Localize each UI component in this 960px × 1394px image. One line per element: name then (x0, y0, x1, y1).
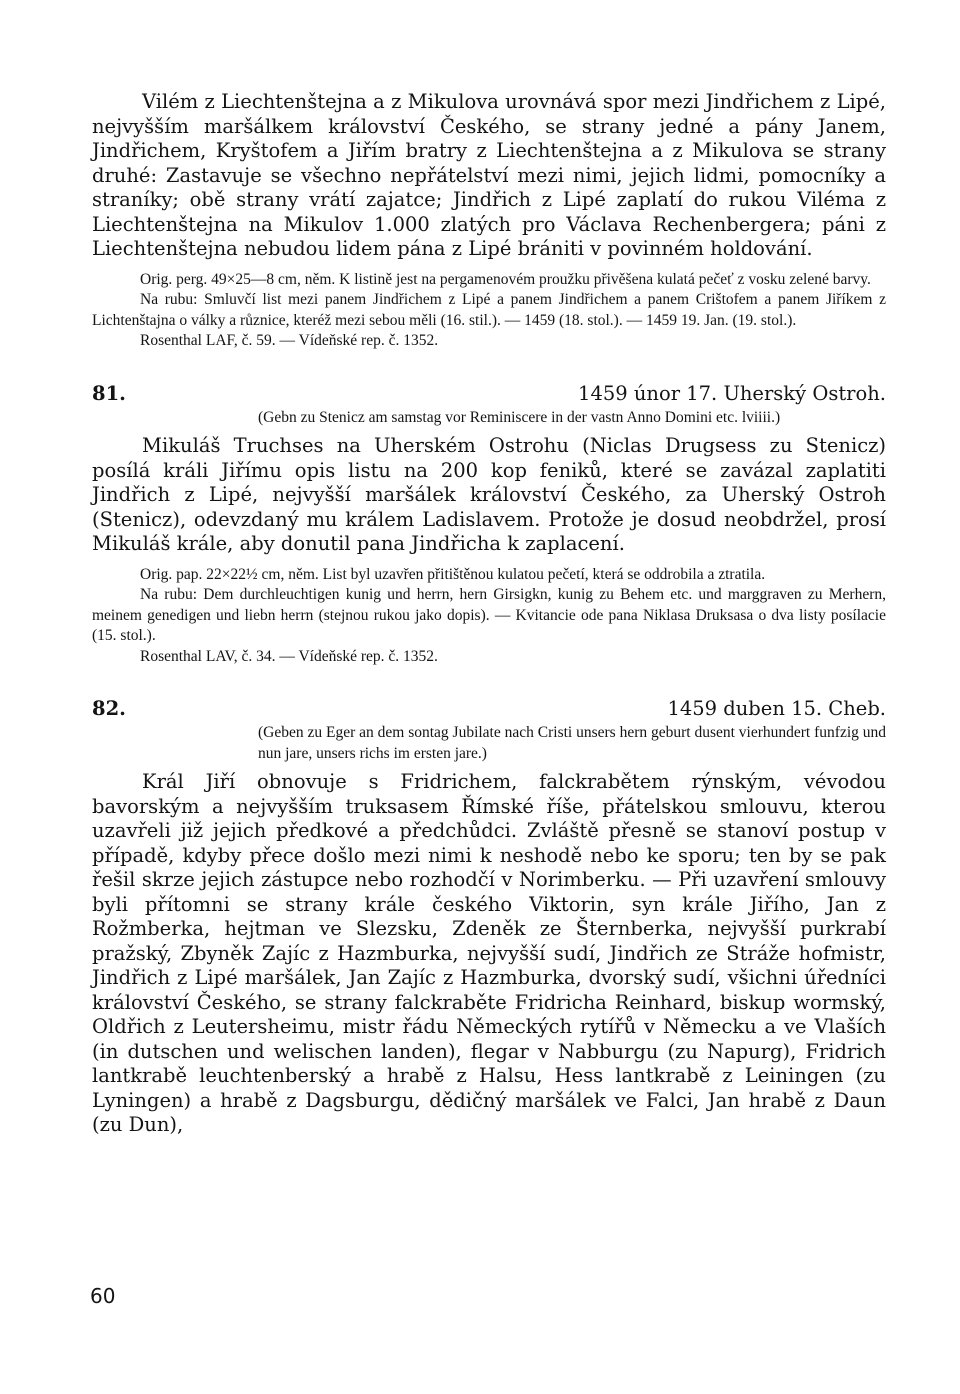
entry-80-original-description: Orig. perg. 49×25—8 cm, něm. K listině jest na pergamenovém proužku přivěšena kulatá pečeť z vosku zelené barvy. (140, 270, 871, 288)
entry-81-date-place: 1459 únor 17. Uherský Ostroh. (578, 381, 886, 405)
entry-82-heading (92, 697, 886, 721)
document-page (92, 90, 886, 1138)
entry-81-original-description: Orig. pap. 22×22½ cm, něm. List byl uzavřen přitištěnou kulatou pečetí, která se oddrobila a ztratila. (140, 565, 766, 583)
entry-82-regest: Král Jiří obnovuje s Fridrichem, falckrabětem rýnským, vévodou bavorským a nejvyšším truksasem Římské říše, přátelskou smlouvu, kterou uzavřeli již jejich předkové a předchůdci. Zvláště přesně se stanoví postup v případě, kdyby přece došlo mezi nimi k neshodě nebo ke sporu; ten by se pak řešil skrze jejich zástupce nebo rozhodčí v Norimberku. — Při uzavření smlouvy byli přítomni se strany krále českého Viktorin, syn krále Jiřího, Jan z Rožmberka, hejtman ve Slezsku, Zdeněk ze Šternberka, nejvyšší purkrabí pražský, Zbyněk Zajíc z Hazmburka, nejvyšší sudí, Jindřich ze Stráže hofmistr, Jindřich z Lipé maršálek, Jan Zajíc z Hazmburka, dvorský sudí, všichni úředníci království Českého, se strany falckraběte Fridricha Reinhard, biskup wormský, Oldřich z Leutersheimu, mistr řádu Německých rytířů v Německu a ve Vlaších (in dutschen und welischen landen), flegar v Nabburgu (zu Napurg), Fridrich lantkrabě leuchtenberský a hrabě z Halsu, Hess lantkrabě z Leiningen (zu Lyningen) a hrabě z Dagsburgu, dědičný maršálek ve Falci, Jan hrabě z Daun (zu Dun), (92, 770, 886, 1136)
entry-80-dorse-note: Na rubu: Smluvčí list mezi panem Jindřichem z Lipé a panem Jindřichem a panem Crištofem a panem Jiříkem z Lichtenštajna o války a různice, kteréž mezi sebou měli (16. stil.). — 1459 (18. stol.). — 1459 19. Jan. (19. stol.). (92, 291, 886, 329)
entry-82-number: 82. (92, 697, 126, 720)
entry-80-regest: Vilém z Liechtenštejna a z Mikulova urovnává spor mezi Jindřichem z Lipé, nejvyšším maršálkem království Českého, se strany jedné a pány Janem, Jindřichem, Kryštofem a Jiřím bratry z Liechtenštejna a z Mikulova se strany druhé: Zastavuje se všechno nepřátelství mezi nimi, jejich lidmi, pomocníky a straníky; obě strany vrátí zajatce; Jindřich z Lipé zaplatí do rukou Viléma z Liechtenštejna na Mikulov 1.000 zlatých pro Václava Rechenbergera; páni z Liechtenštejna nebudou lidem pána z Lipé brániti v povinném holdování. (92, 90, 886, 260)
entry-81-heading (92, 382, 886, 406)
entry-80 (92, 90, 886, 352)
entry-81-dorse-note: Na rubu: Dem durchleuchtigen kunig und herrn, hern Girsigkn, kunig zu Behem etc. und marggraven zu Merhern, meinem genedigen und liebn herrn (stejnou rukou jako dopis). — Kvitancie ode pana Niklasa Druksasa o dva listy posílacie (15. stol.). (92, 586, 886, 644)
entry-81-references: Rosenthal LAV, č. 34. — Vídeňské rep. č. 1352. (140, 647, 438, 665)
entry-81-dating-quote: (Gebn zu Stenicz am samstag vor Reminiscere in der vastn Anno Domini etc. lviiii.) (258, 408, 781, 426)
entry-82 (92, 697, 886, 1138)
entry-82-date-place: 1459 duben 15. Cheb. (667, 697, 886, 720)
entry-81-regest: Mikuláš Truchses na Uherském Ostrohu (Niclas Drugsess zu Stenicz) posílá králi Jiřímu opis listu na 200 kop feniků, které se zavázal zaplatiti Jindřich z Lipé, nejvyšší maršálek království Českého, za Uherský Ostroh (Stenicz), odevzdaný mu králem Ladislavem. Protože je dosud neobdržel, prosí Mikuláš krále, aby donutil pana Jindřicha k zaplacení. (92, 434, 886, 555)
entry-82-dating-quote: (Geben zu Eger an dem sontag Jubilate nach Cristi unsers hern geburt dusent vierhundert funfzig und nun jare, unsers richs im ersten jare.) (258, 724, 886, 762)
entry-80-references: Rosenthal LAF, č. 59. — Vídeňské rep. č. 1352. (140, 332, 439, 349)
entry-81 (92, 382, 886, 668)
entry-81-number: 81. (92, 381, 126, 405)
page-number: 60 (90, 1284, 116, 1308)
